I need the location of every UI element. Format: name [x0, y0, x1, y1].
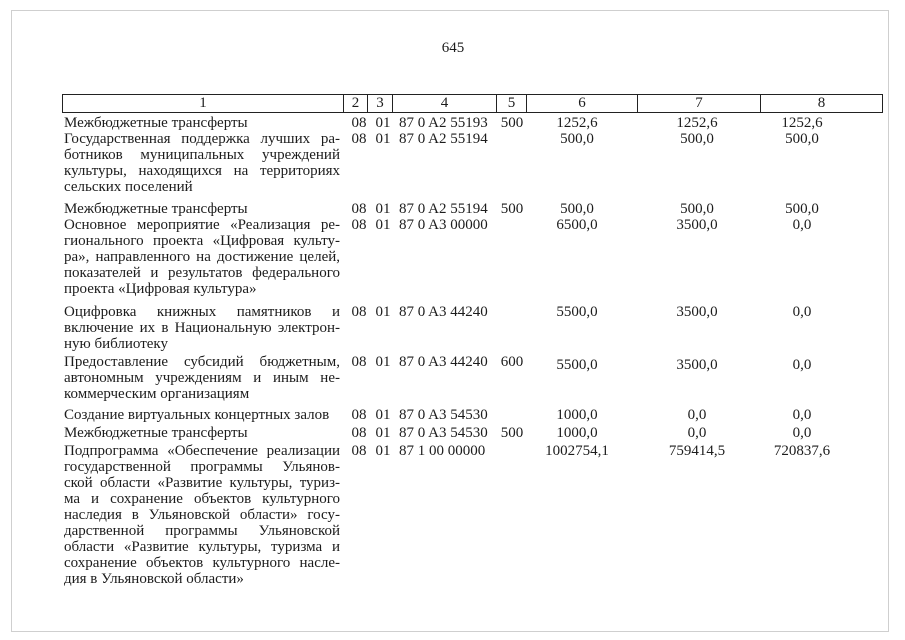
header-col-3: 3 — [368, 95, 393, 112]
page-number: 645 — [441, 40, 465, 56]
row-name — [64, 304, 340, 352]
amount-col-6: 500,0 — [560, 131, 594, 147]
section-code: 08 — [351, 201, 367, 217]
amount-col-8: 500,0 — [785, 131, 819, 147]
row-name-line: Основное мероприятие «Реализация ре- — [64, 217, 340, 233]
amount-col-6: 1002754,1 — [545, 443, 609, 459]
row-name — [64, 425, 340, 441]
amount-col-8: 0,0 — [792, 304, 812, 320]
row-name-line: Создание виртуальных концертных залов — [64, 407, 330, 423]
row-name-line: включение их в Национальную электрон- — [64, 320, 340, 336]
row-name — [64, 443, 340, 587]
header-col-8: 8 — [817, 95, 826, 111]
section-code: 08 — [351, 407, 367, 423]
amount-col-7: 0,0 — [687, 425, 707, 441]
target-article-code: 87 0 A3 54530 — [399, 425, 488, 441]
target-article-code: 87 0 A2 55194 — [399, 131, 488, 147]
row-name-line: Подпрограмма «Обеспечение реализации — [64, 443, 340, 459]
header-col-1: 1 — [63, 95, 344, 112]
subsection-code: 01 — [375, 304, 391, 320]
expense-type-code: 500 — [500, 115, 524, 131]
amount-col-7: 500,0 — [680, 201, 714, 217]
row-name-line: Предоставление субсидий бюджетным, — [64, 354, 340, 370]
amount-col-6: 1000,0 — [556, 425, 598, 441]
amount-col-8: 500,0 — [785, 201, 819, 217]
row-name-line: наследия в Ульяновской области» госу- — [64, 507, 340, 523]
target-article-code: 87 0 A3 00000 — [399, 217, 488, 233]
amount-col-6: 6500,0 — [556, 217, 598, 233]
subsection-code: 01 — [375, 407, 391, 423]
amount-col-8: 0,0 — [792, 357, 812, 373]
table-header — [62, 94, 883, 113]
amount-col-7: 3500,0 — [676, 304, 718, 320]
expense-type-code: 500 — [500, 201, 524, 217]
subsection-code: 01 — [375, 443, 391, 459]
target-article-code: 87 0 A3 44240 — [399, 354, 488, 370]
row-name — [64, 407, 340, 423]
row-name-line: проекта «Цифровая культура» — [64, 281, 257, 297]
header-col-7: 7 — [638, 95, 761, 112]
row-name-line: культуры, находящихся на территориях — [64, 163, 340, 179]
row-name-line: государственной программы Ульянов- — [64, 459, 340, 475]
amount-col-7: 0,0 — [687, 407, 707, 423]
amount-col-7: 500,0 — [680, 131, 714, 147]
row-name-line: ма и сохранение объектов культурного — [64, 491, 340, 507]
amount-col-7: 759414,5 — [668, 443, 726, 459]
target-article-code: 87 0 A2 55193 — [399, 115, 488, 131]
row-name-line: коммерческим организациям — [64, 386, 250, 402]
row-name-line: Межбюджетные трансферты — [64, 201, 248, 217]
amount-col-7: 3500,0 — [676, 357, 718, 373]
section-code: 08 — [351, 304, 367, 320]
amount-col-7: 3500,0 — [676, 217, 718, 233]
amount-col-8: 0,0 — [792, 425, 812, 441]
row-name-line: области «Развитие культуры, туризма и — [64, 539, 340, 555]
row-name-line: Государственная поддержка лучших ра- — [64, 131, 340, 147]
row-name-line: автономным учреждениям и иным не- — [64, 370, 340, 386]
row-name-line: гионального проекта «Цифровая культу- — [64, 233, 340, 249]
amount-col-6: 5500,0 — [556, 304, 598, 320]
target-article-code: 87 0 A3 54530 — [399, 407, 488, 423]
amount-col-6: 1000,0 — [556, 407, 598, 423]
row-name-line: дарственной программы Ульяновской — [64, 523, 340, 539]
header-col-4: 4 — [393, 95, 497, 112]
section-code: 08 — [351, 354, 367, 370]
row-name — [64, 115, 340, 131]
subsection-code: 01 — [375, 131, 391, 147]
row-name — [64, 354, 340, 402]
amount-col-6: 500,0 — [560, 201, 594, 217]
row-name-line: ской области «Развитие культуры, туриз- — [64, 475, 340, 491]
row-name-line: Межбюджетные трансферты — [64, 115, 248, 131]
row-name-line: Оцифровка книжных памятников и — [64, 304, 340, 320]
amount-col-8: 0,0 — [792, 217, 812, 233]
section-code: 08 — [351, 443, 367, 459]
subsection-code: 01 — [375, 354, 391, 370]
row-name-line: ную библиотеку — [64, 336, 169, 352]
row-name-line: сельских поселений — [64, 179, 193, 195]
subsection-code: 01 — [375, 217, 391, 233]
header-col-5: 5 — [497, 95, 527, 112]
section-code: 08 — [351, 217, 367, 233]
amount-col-8: 0,0 — [792, 407, 812, 423]
row-name-line: сохранение объектов культурного насле- — [64, 555, 340, 571]
subsection-code: 01 — [375, 201, 391, 217]
row-name — [64, 201, 340, 217]
amount-col-7: 1252,6 — [676, 115, 718, 131]
row-name — [64, 131, 340, 195]
target-article-code: 87 1 00 00000 — [399, 443, 486, 459]
subsection-code: 01 — [375, 115, 391, 131]
row-name — [64, 217, 340, 297]
row-name-line: ботников муниципальных учреждений — [64, 147, 340, 163]
row-name-line: ра», направленного на достижение целей, — [64, 249, 340, 265]
section-code: 08 — [351, 131, 367, 147]
amount-col-6: 1252,6 — [556, 115, 598, 131]
subsection-code: 01 — [375, 425, 391, 441]
amount-col-8: 1252,6 — [781, 115, 823, 131]
header-col-2: 2 — [344, 95, 368, 112]
section-code: 08 — [351, 115, 367, 131]
target-article-code: 87 0 A2 55194 — [399, 201, 488, 217]
amount-col-6: 5500,0 — [556, 357, 598, 373]
expense-type-code: 600 — [500, 354, 524, 370]
header-col-6: 6 — [527, 95, 638, 112]
amount-col-8: 720837,6 — [773, 443, 831, 459]
row-name-line: дия в Ульяновской области» — [64, 571, 244, 587]
row-name-line: показателей и результатов федерального — [64, 265, 340, 281]
target-article-code: 87 0 A3 44240 — [399, 304, 488, 320]
row-name-line: Межбюджетные трансферты — [64, 425, 248, 441]
expense-type-code: 500 — [500, 425, 524, 441]
section-code: 08 — [351, 425, 367, 441]
